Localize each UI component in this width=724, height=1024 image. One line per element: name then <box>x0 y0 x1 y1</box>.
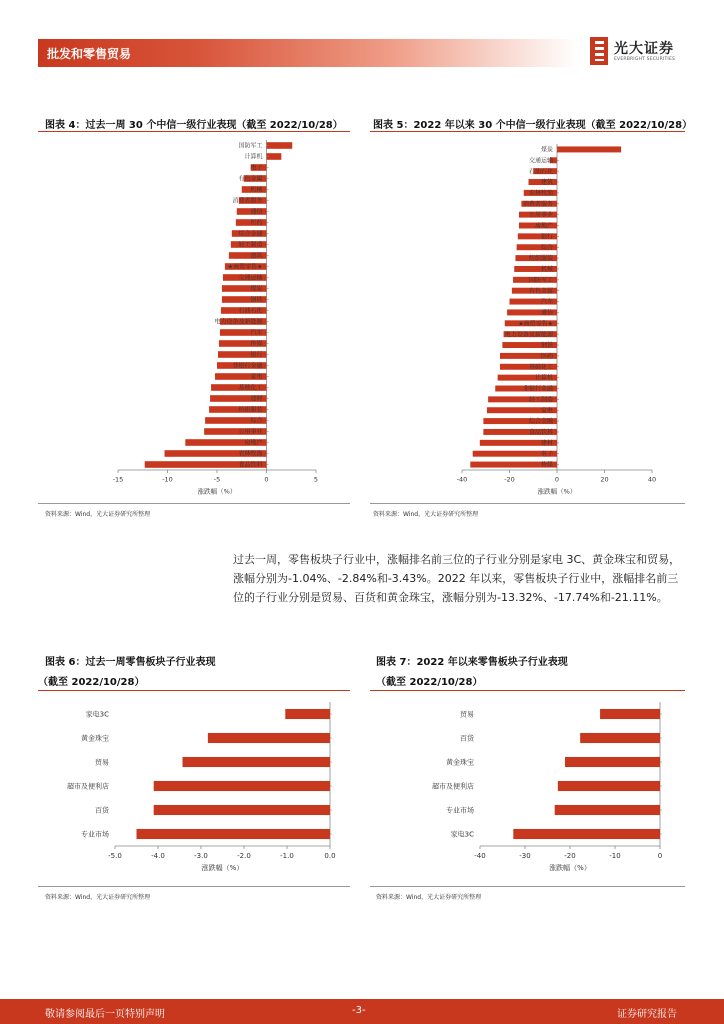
category-label: 计算机 <box>244 153 263 161</box>
bar <box>513 829 660 839</box>
chart5-plot <box>370 134 685 500</box>
x-tick-label: -20 <box>504 475 515 484</box>
x-tick-label: -30 <box>519 852 531 860</box>
x-tick-label: -2.0 <box>237 852 251 860</box>
chart5-title: 图表 5：2022 年以来 30 个中信一级行业表现（截至 2022/10/28） <box>373 120 693 131</box>
category-label: 综合 <box>250 417 263 425</box>
footer-page-number: -3- <box>352 1005 366 1016</box>
logo-mark-icon <box>590 37 608 65</box>
bar <box>183 757 330 767</box>
category-label: 综合 <box>540 244 553 252</box>
chart6-title-rule <box>38 690 350 691</box>
category-label: 机械 <box>250 186 263 194</box>
bar <box>267 142 293 149</box>
chart6-foot-rule <box>38 886 350 887</box>
category-label: ★商贸零售★ <box>227 263 263 271</box>
category-label: 食品饮料 <box>238 461 263 469</box>
bar <box>285 709 330 719</box>
x-tick-label: 20 <box>600 475 609 484</box>
chart6-subtitle: （截至 2022/10/28） <box>38 677 145 688</box>
chart7-title: 图表 7：2022 年以来零售板块子行业表现 <box>376 657 568 668</box>
chart4-source: 资料来源：Wind，光大证券研究所整理 <box>45 511 151 518</box>
chart6-plot <box>38 694 350 884</box>
category-label: 纺织服装 <box>528 255 553 263</box>
category-label: 医药 <box>540 353 553 360</box>
category-label: 钢铁 <box>250 296 263 304</box>
x-axis-title: 涨跌幅（%） <box>537 487 577 496</box>
category-label: 交通运输 <box>528 157 553 165</box>
logo-name: 光大证券 <box>614 41 674 57</box>
bar <box>600 709 660 719</box>
bar <box>137 829 331 839</box>
category-label: 轻工制造 <box>528 396 553 404</box>
category-label: 计算机 <box>534 374 553 382</box>
category-label: 电力设备及新能源 <box>504 331 553 339</box>
category-label: 通信 <box>540 309 553 317</box>
category-label: 通信 <box>250 208 263 216</box>
summary-paragraph: 过去一周，零售板块子行业中，涨幅排名前三位的子行业分别是家电 3C、黄金珠宝和贸易，涨幅分别为-1.04%、-2.84%和-3.43%。2022 年以来，零售板块子行业中，涨幅排名前三位的子行业分别是贸易、百货和黄金珠宝，涨幅分别为-13.32%、-17.74%和-21.11%。 <box>233 553 681 604</box>
x-tick-label: 0 <box>657 852 663 860</box>
category-label: 国防军工 <box>238 142 263 150</box>
category-label: 传媒 <box>250 340 263 348</box>
category-label: 汽车 <box>540 298 553 306</box>
category-label: 建材 <box>250 395 263 403</box>
category-label: 食品饮料 <box>528 429 553 437</box>
category-label: 房地产 <box>534 222 553 230</box>
category-label: 消费者服务 <box>232 197 263 205</box>
x-tick-label: -4.0 <box>151 852 165 860</box>
category-label: 黄金珠宝 <box>446 758 474 767</box>
x-tick-label: -20 <box>564 852 576 860</box>
category-label: 家电3C <box>85 710 109 719</box>
x-tick-label: -10 <box>162 475 173 484</box>
x-axis-title: 涨跌幅（%） <box>549 864 591 872</box>
x-tick-label: -15 <box>112 475 124 484</box>
chart5-title-rule <box>370 131 685 132</box>
chart7-foot-rule <box>370 886 685 887</box>
bar <box>580 733 660 743</box>
chart7-subtitle: （截至 2022/10/28） <box>376 677 483 688</box>
category-label: 建材 <box>540 439 553 447</box>
bar <box>558 781 660 791</box>
category-label: 房地产 <box>244 439 263 447</box>
bar <box>154 805 330 815</box>
category-label: 消费者服务 <box>522 200 553 208</box>
category-label: 农林牧渔 <box>528 190 553 197</box>
category-label: 百货 <box>460 734 474 743</box>
category-label: 建筑 <box>540 179 553 187</box>
x-tick-label: -3.0 <box>194 852 208 860</box>
chart6-source: 资料来源：Wind，光大证券研究所整理 <box>45 894 151 901</box>
category-label: 传媒 <box>540 461 553 469</box>
x-axis-title: 涨跌幅（%） <box>201 864 244 872</box>
category-label: 百货 <box>95 806 109 815</box>
x-tick-label: 0 <box>554 475 560 484</box>
category-label: 煤炭 <box>540 146 553 154</box>
footer-report-type: 证券研究报告 <box>617 1009 677 1020</box>
chart7-source: 资料来源：Wind，光大证券研究所整理 <box>376 894 482 901</box>
chart7-title-rule <box>370 690 685 691</box>
chart4-foot-rule <box>38 503 350 504</box>
category-label: 有色金属 <box>528 287 553 295</box>
logo <box>590 37 690 67</box>
category-label: 纺织服装 <box>238 406 263 414</box>
category-label: 交通运输 <box>238 274 263 282</box>
category-label: 国防军工 <box>528 276 553 284</box>
category-label: 基础化工 <box>238 384 263 392</box>
chart4-plot <box>38 134 350 500</box>
category-label: 黄金珠宝 <box>81 734 109 743</box>
category-label: 有色金属 <box>238 175 263 183</box>
category-label: 专业市场 <box>446 806 474 815</box>
header-title: 批发和零售贸易 <box>47 47 132 61</box>
x-tick-label: -40 <box>456 475 468 484</box>
bar <box>565 757 660 767</box>
logo-english: EVERBRIGHT SECURITIES <box>614 57 676 62</box>
category-label: 机械 <box>540 266 553 274</box>
category-label: 贸易 <box>95 758 109 767</box>
category-label: 家电3C <box>450 830 474 839</box>
x-tick-label: -5.0 <box>108 852 122 860</box>
category-label: 家电 <box>540 407 553 415</box>
x-tick-label: 5 <box>313 475 319 484</box>
category-label: 石油石化 <box>238 307 263 315</box>
chart4-title: 图表 4：过去一周 30 个中信一级行业表现（截至 2022/10/28） <box>45 120 343 131</box>
bar <box>557 146 621 152</box>
category-label: 银行 <box>250 351 263 359</box>
category-label: 非银行金融 <box>232 362 263 370</box>
category-label: 电子 <box>540 450 553 458</box>
category-label: 煤炭 <box>250 285 263 293</box>
footer-disclaimer: 敬请参阅最后一页特别声明 <box>45 1009 165 1020</box>
bar <box>208 733 330 743</box>
bar <box>267 153 282 160</box>
chart5-foot-rule <box>370 503 685 504</box>
x-tick-label: -10 <box>609 852 621 860</box>
category-label: 公用事业 <box>528 211 553 219</box>
category-label: 家电 <box>250 373 263 381</box>
category-label: 专业市场 <box>81 830 109 839</box>
x-tick-label: 40 <box>647 475 657 484</box>
chart5-source: 资料来源：Wind，光大证券研究所整理 <box>373 511 479 518</box>
category-label: 电子 <box>250 164 263 172</box>
category-label: 医药 <box>250 219 263 227</box>
category-label: 建筑 <box>250 252 263 260</box>
chart4-title-rule <box>38 131 350 132</box>
category-label: 汽车 <box>250 329 263 337</box>
chart7-plot <box>370 694 685 884</box>
x-tick-label: 0 <box>264 475 269 484</box>
x-tick-label: -5 <box>213 475 221 484</box>
bar <box>555 805 660 815</box>
category-label: 超市及便利店 <box>67 782 109 791</box>
category-label: ★商贸零售★ <box>518 320 553 328</box>
x-axis-title: 涨跌幅（%） <box>197 487 237 496</box>
category-label: 轻工制造 <box>238 241 263 249</box>
x-tick-label: -1.0 <box>280 852 294 860</box>
category-label: 石油石化 <box>528 168 553 176</box>
category-label: 电力设备及新能源 <box>214 318 263 326</box>
category-label: 贸易 <box>460 710 474 719</box>
category-label: 农林牧渔 <box>238 450 263 458</box>
x-tick-label: -40 <box>474 852 486 860</box>
category-label: 综合金融 <box>528 418 553 426</box>
bar <box>154 781 330 791</box>
category-label: 综合金融 <box>238 230 263 238</box>
category-label: 钢铁 <box>540 342 553 350</box>
category-label: 超市及便利店 <box>432 782 474 791</box>
chart6-title: 图表 6：过去一周零售板块子行业表现 <box>45 657 216 668</box>
x-tick-label: 0.0 <box>324 852 336 860</box>
category-label: 公用事业 <box>238 428 263 436</box>
category-label: 银行 <box>540 233 553 241</box>
category-label: 非银行金融 <box>522 385 553 393</box>
category-label: 基础化工 <box>528 363 553 371</box>
